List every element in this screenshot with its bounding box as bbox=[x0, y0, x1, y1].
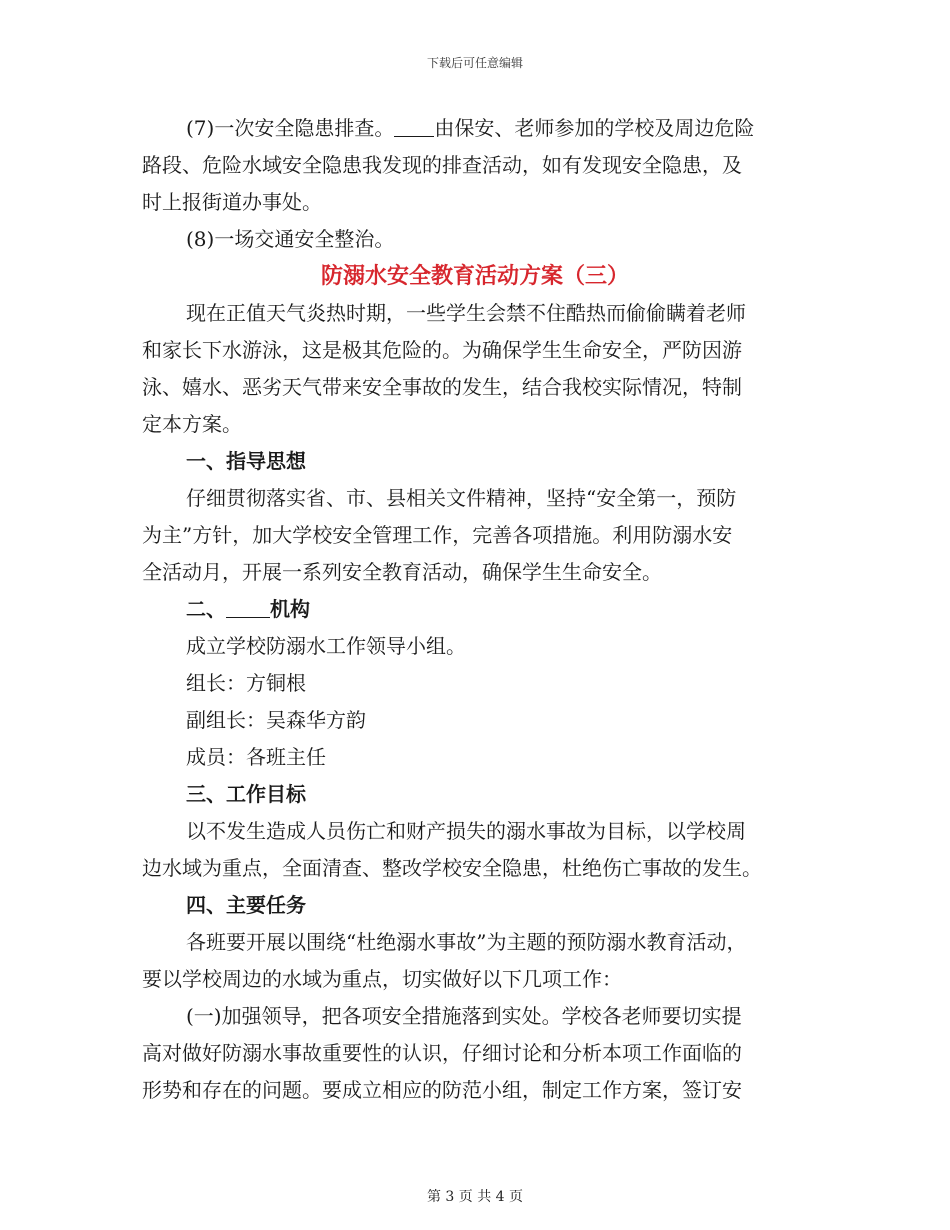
heading-main-tasks: 四、主要任务 bbox=[186, 893, 306, 917]
page-footer: 第 3 页 共 4 页 bbox=[426, 1189, 524, 1205]
tasks-line-2: 要以学校周边的水域为重点，切实做好以下几项工作： bbox=[142, 967, 622, 991]
guiding-line-2: 为主”方针，加大学校安全管理工作，完善各项措施。利用防溺水安 bbox=[142, 523, 733, 547]
paragraph-item-7-line-1 bbox=[142, 110, 808, 147]
document-body bbox=[142, 110, 808, 1109]
item-7-lead: (7)一次安全隐患排查。 bbox=[186, 116, 395, 140]
heading-organization-text: 机构 bbox=[270, 597, 310, 621]
organization-line-1: 成立学校防溺水工作领导小组。 bbox=[186, 634, 466, 658]
blank-underline bbox=[394, 116, 434, 137]
paragraph-item-8: (8)一场交通安全整治。 bbox=[186, 227, 395, 251]
tasks-line-5: 形势和存在的问题。要成立相应的防范小组，制定工作方案，签订安 bbox=[142, 1078, 742, 1102]
organization-members: 成员：各班主任 bbox=[186, 745, 326, 769]
paragraph-item-7-line-2: 路段、危险水域安全隐患我发现的排查活动，如有发现安全隐患，及 bbox=[142, 153, 742, 177]
intro-line-3: 泳、嬉水、恶劣天气带来安全事故的发生，结合我校实际情况，特制 bbox=[142, 375, 742, 399]
goals-line-2: 边水域为重点，全面清查、整改学校安全隐患，杜绝伤亡事故的发生。 bbox=[142, 856, 762, 880]
tasks-line-1: 各班要开展以围绕“杜绝溺水事故”为主题的预防溺水教育活动， bbox=[186, 930, 747, 954]
blank-underline bbox=[226, 597, 270, 618]
organization-leader: 组长：方铜根 bbox=[186, 671, 306, 695]
intro-line-4: 定本方案。 bbox=[142, 412, 242, 436]
guiding-line-1: 仔细贯彻落实省、市、县相关文件精神，坚持“安全第一，预防 bbox=[186, 486, 737, 510]
paragraph-item-7-line-3: 时上报街道办事处。 bbox=[142, 190, 322, 214]
section-title: 防溺水安全教育活动方案（三） bbox=[320, 263, 629, 289]
guiding-line-3: 全活动月，开展一系列安全教育活动，确保学生生命安全。 bbox=[142, 560, 662, 584]
intro-line-1: 现在正值天气炎热时期，一些学生会禁不住酷热而偷偷瞒着老师 bbox=[186, 301, 746, 325]
heading-guiding-thought: 一、指导思想 bbox=[186, 449, 306, 473]
page-header: 下载后可任意编辑 bbox=[426, 56, 523, 70]
heading-work-goals: 三、工作目标 bbox=[186, 782, 306, 806]
organization-deputy-leader: 副组长：吴森华方韵 bbox=[186, 708, 366, 732]
heading-organization bbox=[142, 591, 808, 628]
tasks-line-3: (一)加强领导，把各项安全措施落到实处。学校各老师要切实提 bbox=[186, 1004, 742, 1028]
goals-line-1: 以不发生造成人员伤亡和财产损失的溺水事故为目标，以学校周 bbox=[186, 819, 746, 843]
heading-organization-number: 二、 bbox=[186, 597, 226, 621]
intro-line-2: 和家长下水游泳，这是极其危险的。为确保学生生命安全，严防因游 bbox=[142, 338, 742, 362]
item-7-rest: 由保安、老师参加的学校及周边危险 bbox=[434, 116, 755, 140]
tasks-line-4: 高对做好防溺水事故重要性的认识，仔细讨论和分析本项工作面临的 bbox=[142, 1041, 742, 1065]
